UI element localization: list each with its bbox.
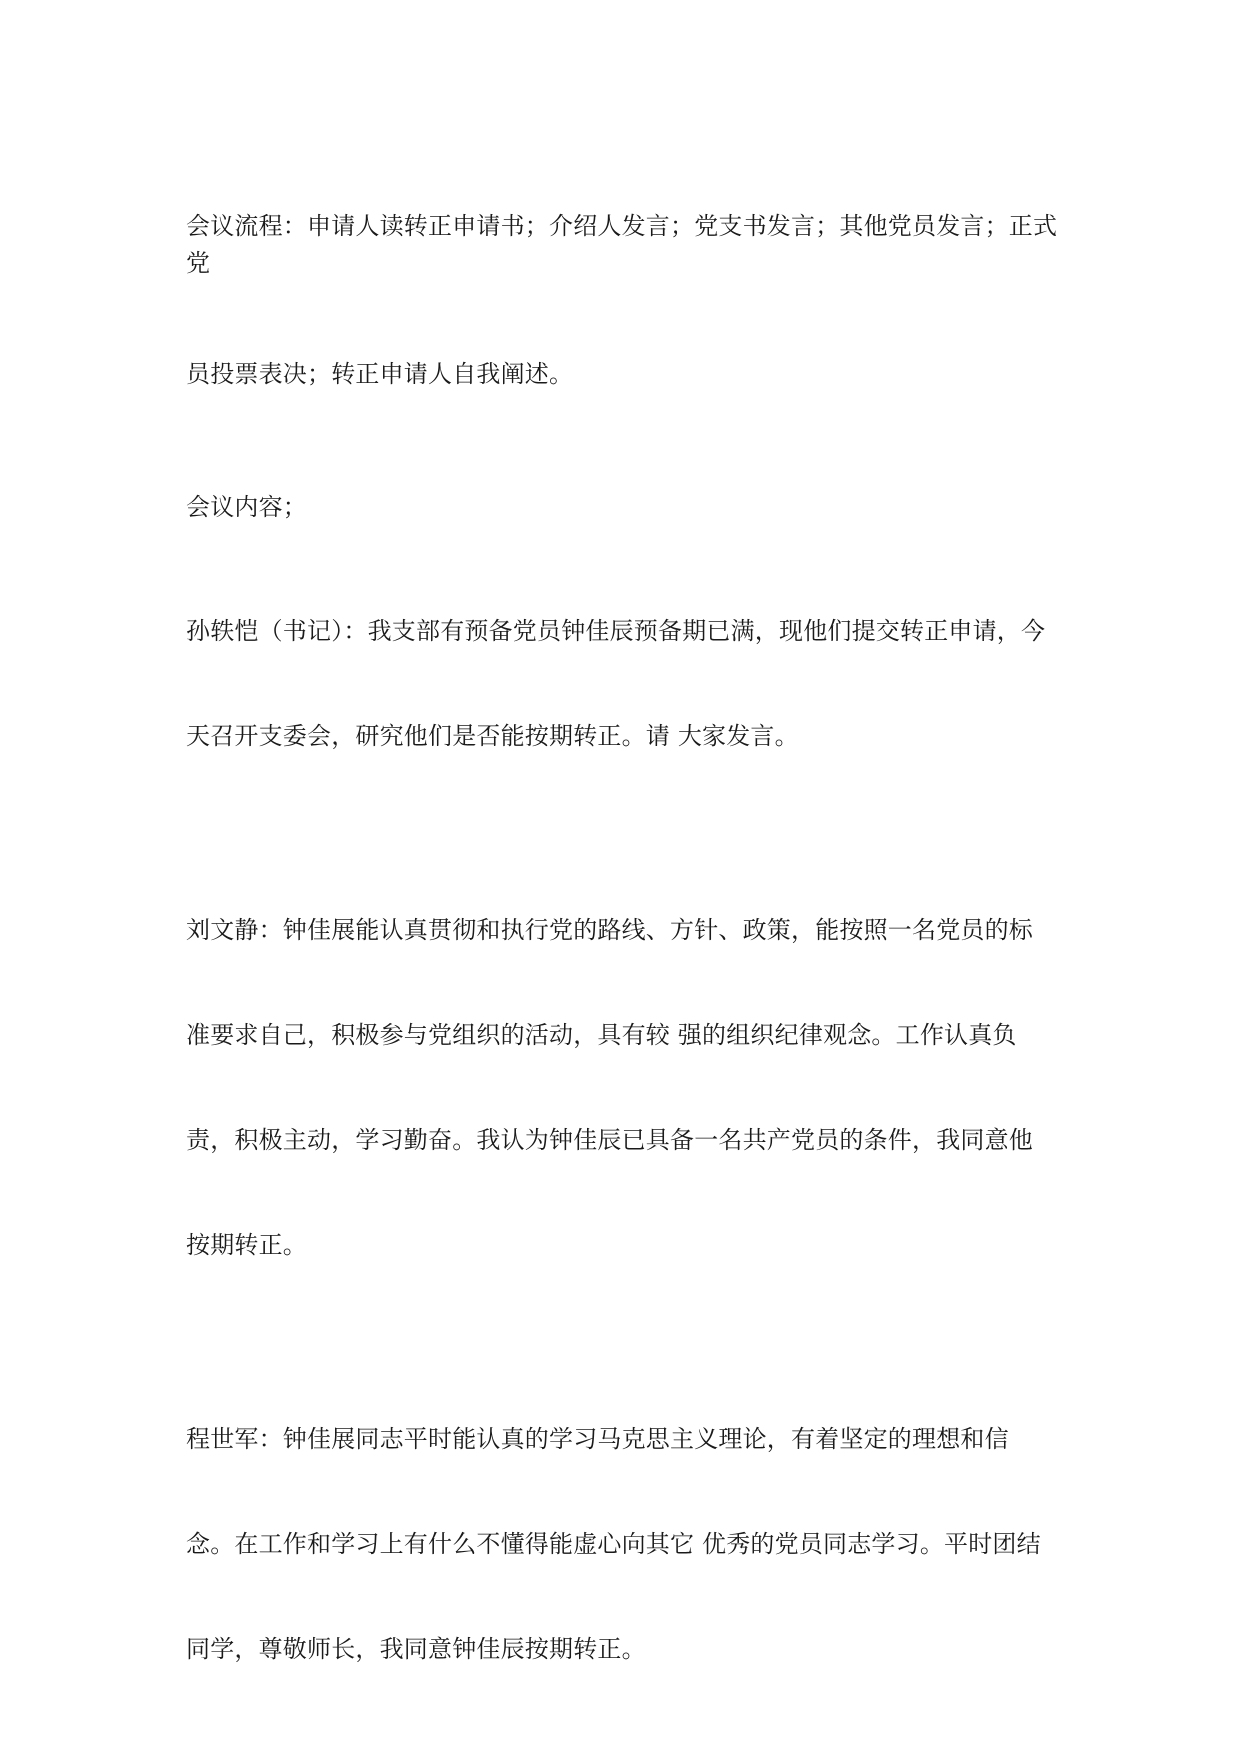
speech-paragraph-sun — [186, 544, 1066, 824]
speech-line: 同学，尊敬师长，我同意钟佳辰按期转正。 — [186, 1635, 646, 1663]
meeting-procedure-paragraph — [186, 134, 1066, 467]
speech-line: 按期转正。 — [186, 1231, 307, 1259]
speech-line: 念。在工作和学习上有什么不懂得能虚心向其它 优秀的党员同志学习。平时团结 — [186, 1530, 1041, 1558]
document-body — [186, 134, 1066, 1756]
meeting-procedure-line: 会议流程：申请人读转正申请书；介绍人发言；党支书发言；其他党员发言；正式党 — [186, 212, 1058, 277]
speech-line: 准要求自己，积极参与党组织的活动，具有较 强的组织纪律观念。工作认真负 — [186, 1021, 1017, 1049]
speech-line: 程世军：钟佳展同志平时能认真的学习马克思主义理论，有着坚定的理想和信 — [186, 1425, 1009, 1453]
meeting-procedure-line: 员投票表决；转正申请人自我阐述。 — [186, 360, 574, 388]
speech-line: 孙轶恺（书记）：我支部有预备党员钟佳辰预备期已满，现他们提交转正申请，今 — [186, 617, 1046, 645]
speech-line: 刘文静：钟佳展能认真贯彻和执行党的路线、方针、政策，能按照一名党员的标 — [186, 916, 1033, 944]
meeting-content-heading: 会议内容； — [186, 493, 307, 521]
speech-line: 责，积极主动，学习勤奋。我认为钟佳辰已具备一名共产党员的条件，我同意他 — [186, 1126, 1033, 1154]
speech-line: 天召开支委会，研究他们是否能按期转正。请 大家发言。 — [186, 722, 799, 750]
speech-paragraph-cheng — [186, 1352, 1066, 1737]
speech-paragraph-liu — [186, 843, 1066, 1333]
